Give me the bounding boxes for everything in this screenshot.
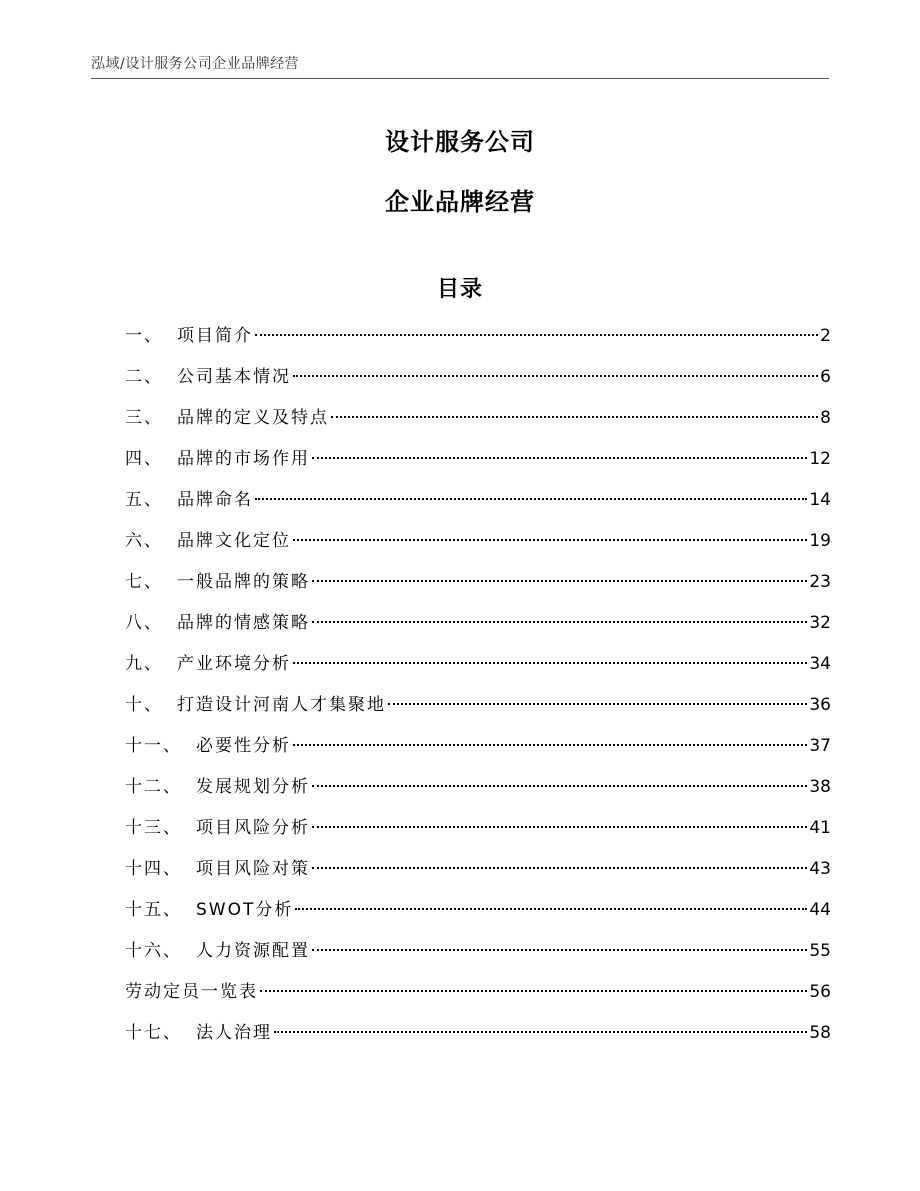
- toc-entry-label: 品牌命名: [177, 490, 253, 510]
- toc-entry-number: 七、: [125, 572, 163, 592]
- toc-dot-leader: [293, 662, 807, 664]
- toc-dot-leader: [312, 621, 807, 623]
- toc-entry-label: 发展规划分析: [196, 777, 310, 797]
- toc-dot-leader: [293, 744, 807, 746]
- toc-entry-label: 劳动定员一览表: [125, 982, 258, 1002]
- toc-entry-label: 打造设计河南人才集聚地: [177, 695, 386, 715]
- toc-entry-page: 12: [809, 449, 831, 469]
- toc-entry-label: 人力资源配置: [196, 941, 310, 961]
- toc-entry-number: 十一、: [125, 736, 182, 756]
- toc-entry-page: 41: [809, 818, 831, 838]
- toc-entry[interactable]: [125, 896, 831, 937]
- toc-entry-page: 6: [820, 367, 831, 387]
- toc-entry[interactable]: [125, 691, 831, 732]
- document-title-line-2: 企业品牌经营: [385, 188, 535, 216]
- toc-entry-label: 公司基本情况: [177, 367, 291, 387]
- toc-dot-leader: [293, 539, 807, 541]
- toc-dot-leader: [255, 334, 818, 336]
- toc-entry-page: 19: [809, 531, 831, 551]
- toc-entry-page: 38: [809, 777, 831, 797]
- toc-dot-leader: [388, 703, 807, 705]
- toc-entry-page: 44: [809, 900, 831, 920]
- toc-entry-label: SWOT分析: [196, 900, 294, 920]
- toc-entry[interactable]: [125, 937, 831, 978]
- toc-dot-leader: [255, 498, 807, 500]
- toc-entry-label: 品牌的定义及特点: [177, 408, 329, 428]
- toc-entry-page: 23: [809, 572, 831, 592]
- document-title-line-1: 设计服务公司: [385, 128, 535, 156]
- toc-entry-number: 五、: [125, 490, 163, 510]
- toc-dot-leader: [312, 949, 807, 951]
- toc-entry-number: 十二、: [125, 777, 182, 797]
- toc-entry-number: 八、: [125, 613, 163, 633]
- toc-entry-number: 十七、: [125, 1023, 182, 1043]
- toc-entry[interactable]: [125, 527, 831, 568]
- toc-entry-page: 36: [809, 695, 831, 715]
- header-divider: [91, 78, 829, 79]
- toc-entry-number: 十四、: [125, 859, 182, 879]
- toc-heading: 目录: [436, 277, 483, 302]
- toc-entry-label: 品牌的市场作用: [177, 449, 310, 469]
- toc-dot-leader: [312, 785, 807, 787]
- toc-dot-leader: [312, 457, 807, 459]
- toc-entry[interactable]: [125, 568, 831, 609]
- toc-entry[interactable]: [125, 773, 831, 814]
- toc-dot-leader: [293, 375, 818, 377]
- toc-dot-leader: [331, 416, 818, 418]
- toc-dot-leader: [312, 580, 807, 582]
- toc-entry-number: 九、: [125, 654, 163, 674]
- toc-entry-number: 十六、: [125, 941, 182, 961]
- toc-entry[interactable]: [125, 404, 831, 445]
- toc-dot-leader: [312, 826, 807, 828]
- toc-entry-number: 十五、: [125, 900, 182, 920]
- toc-entry-label: 法人治理: [196, 1023, 272, 1043]
- toc-entry-label: 品牌文化定位: [177, 531, 291, 551]
- toc-entry-label: 项目简介: [177, 326, 253, 346]
- running-header: 泓域/设计服务公司企业品牌经营: [91, 56, 300, 72]
- toc-entry-label: 产业环境分析: [177, 654, 291, 674]
- toc-entry-number: 一、: [125, 326, 163, 346]
- toc-entry[interactable]: [125, 650, 831, 691]
- toc-entry-label: 必要性分析: [196, 736, 291, 756]
- toc-entry[interactable]: [125, 322, 831, 363]
- toc-entry-number: 四、: [125, 449, 163, 469]
- toc-entry-page: 37: [809, 736, 831, 756]
- toc-entry-page: 2: [820, 326, 831, 346]
- toc-entry-number: 二、: [125, 367, 163, 387]
- toc-entry-number: 六、: [125, 531, 163, 551]
- toc-entry[interactable]: [125, 814, 831, 855]
- toc-entry-label: 项目风险分析: [196, 818, 310, 838]
- toc-entry[interactable]: [125, 732, 831, 773]
- toc-entry[interactable]: [125, 486, 831, 527]
- toc-entry-page: 34: [809, 654, 831, 674]
- toc-entry[interactable]: [125, 609, 831, 650]
- toc-entry-page: 56: [809, 982, 831, 1002]
- toc-entry-label: 项目风险对策: [196, 859, 310, 879]
- toc-dot-leader: [260, 990, 807, 992]
- toc-entry-page: 8: [820, 408, 831, 428]
- toc-dot-leader: [274, 1031, 807, 1033]
- toc-entry[interactable]: [125, 445, 831, 486]
- toc-entry[interactable]: [125, 363, 831, 404]
- toc-dot-leader: [312, 867, 807, 869]
- toc-entry-number: 十三、: [125, 818, 182, 838]
- toc-entry-label: 一般品牌的策略: [177, 572, 310, 592]
- toc-entry-page: 58: [809, 1023, 831, 1043]
- table-of-contents: [125, 322, 831, 1060]
- toc-entry-page: 43: [809, 859, 831, 879]
- toc-entry-label: 品牌的情感策略: [177, 613, 310, 633]
- toc-entry-number: 十、: [125, 695, 163, 715]
- toc-dot-leader: [295, 908, 807, 910]
- toc-entry[interactable]: [125, 1019, 831, 1060]
- toc-entry-page: 32: [809, 613, 831, 633]
- toc-entry[interactable]: [125, 855, 831, 896]
- toc-entry-page: 55: [809, 941, 831, 961]
- toc-entry[interactable]: [125, 978, 831, 1019]
- toc-entry-number: 三、: [125, 408, 163, 428]
- toc-entry-page: 14: [809, 490, 831, 510]
